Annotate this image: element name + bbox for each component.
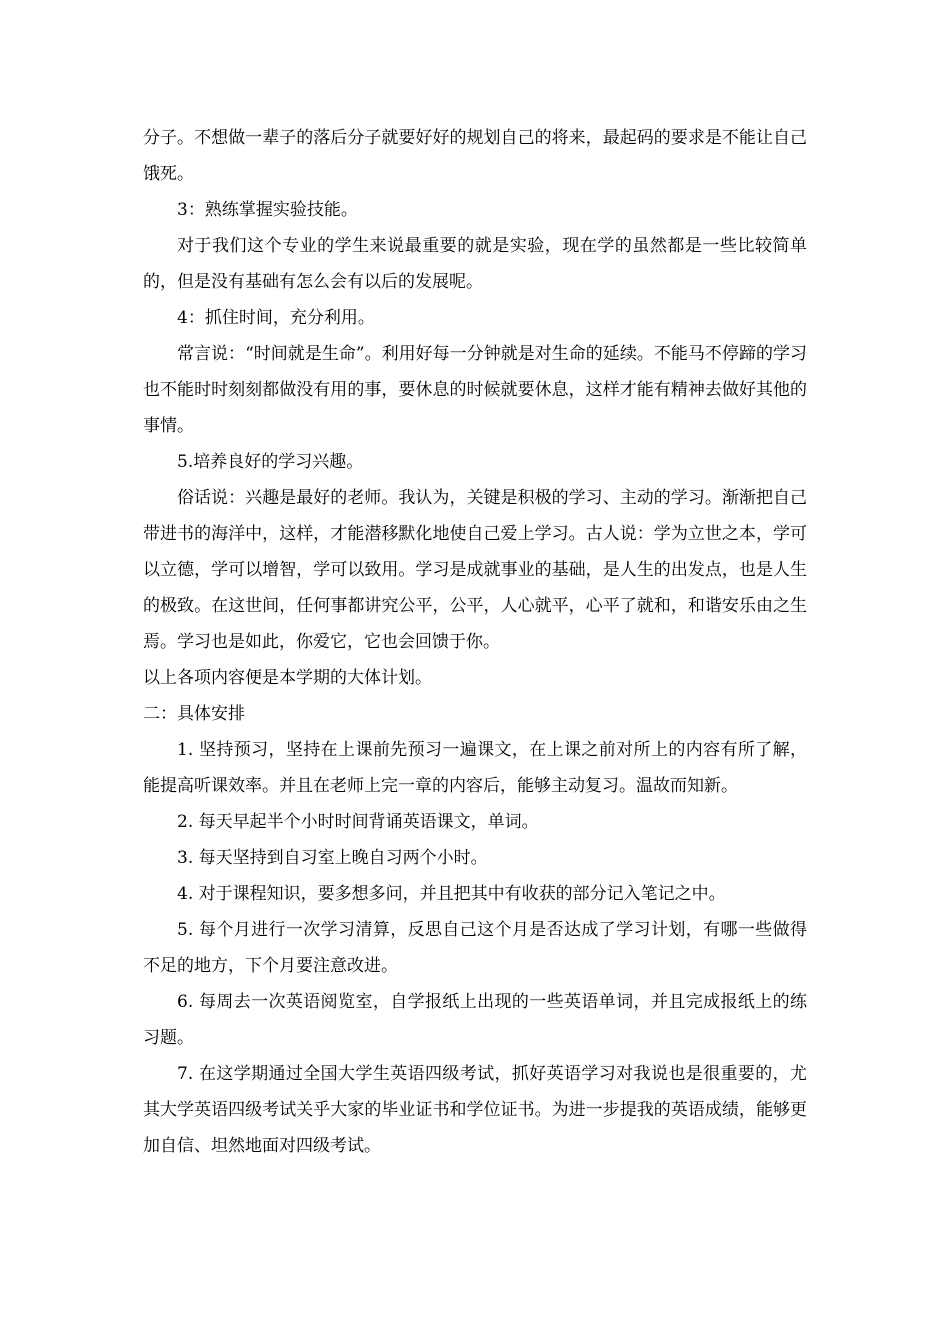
plan-item-2: 2. 每天早起半个小时时间背诵英语课文，单词。 xyxy=(177,812,539,832)
section-heading: 二：具体安排 xyxy=(143,704,245,724)
heading-item-3: 3：熟练掌握实验技能。 xyxy=(177,200,358,220)
paragraph-item-5: 俗话说：兴趣是最好的老师。我认为，关键是积极的学习、主动的学习。渐渐把自己带进书的海洋中，这样，才能潜移默化地使自己爱上学习。古人说：学为立世之本，学可以立德，学可以增智，学可以致用。学习是成就事业的基础，是人生的出发点，也是人生的极致。在这世间，任何事都讲究公平，公平，人心就平，心平了就和，和谐安乐由之生焉。学习也是如此，你爱它，它也会回馈于你。 xyxy=(143,488,807,652)
document-body xyxy=(143,120,807,1164)
heading-item-4: 4：抓住时间，充分利用。 xyxy=(177,308,375,328)
plan-item-4: 4. 对于课程知识，要多想多问，并且把其中有收获的部分记入笔记之中。 xyxy=(177,884,726,904)
summary-line: 以上各项内容便是本学期的大体计划。 xyxy=(143,668,432,688)
paragraph-item-4: 常言说：“时间就是生命”。利用好每一分钟就是对生命的延续。不能马不停蹄的学习也不能时时刻刻都做没有用的事，要休息的时候就要休息，这样才能有精神去做好其他的 事情。 xyxy=(143,344,807,436)
plan-item-6: 6. 每周去一次英语阅览室，自学报纸上出现的一些英语单词，并且完成报纸上的练习题。 xyxy=(143,992,807,1048)
plan-item-1: 1. 坚持预习，坚持在上课前先预习一遍课文，在上课之前对所上的内容有所了解，能提高听课效率。并且在老师上完一章的内容后，能够主动复习。温故而知新。 xyxy=(143,740,807,796)
paragraph-item-3: 对于我们这个专业的学生来说最重要的就是实验，现在学的虽然都是一些比较简单的，但是没有基础有怎么会有以后的发展呢。 xyxy=(143,236,807,292)
plan-item-3: 3. 每天坚持到自习室上晚自习两个小时。 xyxy=(177,848,488,868)
heading-item-5: 5.培养良好的学习兴趣。 xyxy=(177,452,364,472)
plan-item-5: 5. 每个月进行一次学习清算，反思自己这个月是否达成了学习计划，有哪一些做得不足的地方，下个月要注意改进。 xyxy=(143,920,807,976)
paragraph-continuation: 分子。不想做一辈子的落后分子就要好好的规划自己的将来，最起码的要求是不能让自己饿死。 xyxy=(143,128,807,184)
plan-item-7: 7. 在这学期通过全国大学生英语四级考试，抓好英语学习对我说也是很重要的，尤其大学英语四级考试关乎大家的毕业证书和学位证书。为进一步提我的英语成绩，能够更加自信、坦然地面对四级考试。 xyxy=(143,1064,807,1156)
